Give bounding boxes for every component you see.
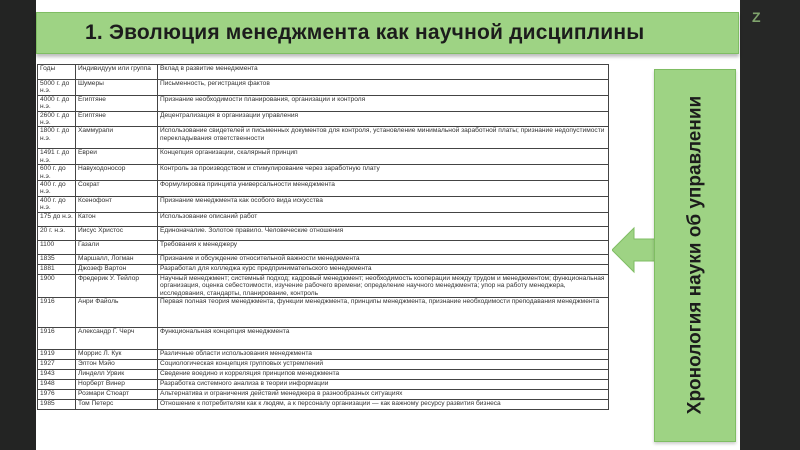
cell-person: Джозеф Вартон xyxy=(76,264,158,274)
cell-year: 1916 xyxy=(38,327,76,349)
cell-person: Навуходоносор xyxy=(76,165,158,181)
cell-contribution: Разработал для колледжа курс предпринимательского менеджмента xyxy=(158,264,609,274)
cell-person: Элтон Мэйо xyxy=(76,359,158,369)
cell-contribution: Социологическая концепция групповых устремлений xyxy=(158,359,609,369)
side-label: Хронология науки об управлении xyxy=(684,95,706,415)
cell-person: Шумеры xyxy=(76,80,158,96)
cell-year: 400 г. до н.э. xyxy=(38,196,76,212)
table-row xyxy=(38,181,609,197)
cell-person: Катон xyxy=(76,212,158,226)
header-individual: Индивидуум или группа xyxy=(76,65,158,80)
cell-year: 1985 xyxy=(38,399,76,409)
cell-year: 4000 г. до н.э. xyxy=(38,95,76,111)
cell-person: Иисус Христос xyxy=(76,226,158,240)
table-row xyxy=(38,196,609,212)
table-row xyxy=(38,274,609,297)
cell-contribution: Альтернатива и ограничения действий менеджера в разнообразных ситуациях xyxy=(158,389,609,399)
cell-year: 400 г. до н.э. xyxy=(38,181,76,197)
cell-year: 1800 г. до н.э. xyxy=(38,127,76,149)
z-logo-icon: Z xyxy=(752,9,761,25)
cell-year: 1976 xyxy=(38,389,76,399)
cell-contribution: Первая полная теория менеджмента, функции менеджмента, принципы менеджмента, признание необходимости преподавания менеджмента xyxy=(158,297,609,327)
cell-person: Египтяне xyxy=(76,111,158,127)
side-label-box xyxy=(654,69,736,442)
table-row xyxy=(38,80,609,96)
table-row xyxy=(38,212,609,226)
table-row xyxy=(38,297,609,327)
cell-person: Египтяне xyxy=(76,95,158,111)
cell-person: Хаммурапи xyxy=(76,127,158,149)
cell-contribution: Признание и обсуждение относительной важности менеджмента xyxy=(158,254,609,264)
chronology-table xyxy=(37,64,609,432)
table-row xyxy=(38,379,609,389)
cell-year: 1927 xyxy=(38,359,76,369)
cell-year: 2600 г. до н.э. xyxy=(38,111,76,127)
cell-contribution: Единоначалие. Золотое правило. Человеческие отношения xyxy=(158,226,609,240)
cell-person: Евреи xyxy=(76,149,158,165)
table-header-row xyxy=(38,65,609,80)
cell-contribution: Использование свидетелей и письменных документов для контроля, установление минимальной заработной платы; признание недопустимости перекладывания ответственности xyxy=(158,127,609,149)
cell-contribution: Научный менеджмент; системный подход; кадровый менеджмент; необходимость кооперации между трудом и менеджментом; функциональная организация, оценка себестоимости, изучение рабочего времени; определение научного менеджмента; упор на работу менеджера, исследования, стандарты, планирование, контроль xyxy=(158,274,609,297)
cell-year: 5000 г. до н.э. xyxy=(38,80,76,96)
table-row xyxy=(38,349,609,359)
table-row xyxy=(38,240,609,254)
cell-person: Александр Г. Черч xyxy=(76,327,158,349)
cell-person: Газали xyxy=(76,240,158,254)
cell-person: Фредерик У. Тейлор xyxy=(76,274,158,297)
cell-year: 600 г. до н.э. xyxy=(38,165,76,181)
table-row xyxy=(38,226,609,240)
cell-contribution: Функциональная концепция менеджмента xyxy=(158,327,609,349)
cell-year: 1948 xyxy=(38,379,76,389)
cell-contribution: Формулировка принципа универсальности менеджмента xyxy=(158,181,609,197)
slide-title: 1. Эволюция менеджмента как научной дисциплины xyxy=(85,21,645,44)
cell-person: Сократ xyxy=(76,181,158,197)
cell-year: 1919 xyxy=(38,349,76,359)
table-row xyxy=(38,327,609,349)
cell-person: Ксенофонт xyxy=(76,196,158,212)
cell-contribution: Сведение воедино и корреляция принципов менеджмента xyxy=(158,369,609,379)
table-row xyxy=(38,389,609,399)
table-row xyxy=(38,359,609,369)
table-row xyxy=(38,264,609,274)
table-row xyxy=(38,399,609,409)
cell-person: Линделл Урвик xyxy=(76,369,158,379)
cell-person: Том Петерс xyxy=(76,399,158,409)
cell-year: 175 до н.э. xyxy=(38,212,76,226)
cell-contribution: Различные области использования менеджмента xyxy=(158,349,609,359)
cell-contribution: Признание необходимости планирования, организации и контроля xyxy=(158,95,609,111)
cell-person: Норберт Винер xyxy=(76,379,158,389)
cell-year: 1100 xyxy=(38,240,76,254)
cell-year: 20 г. н.э. xyxy=(38,226,76,240)
left-arrow-icon xyxy=(612,225,658,275)
cell-contribution: Разработка системного анализа в теории информации xyxy=(158,379,609,389)
table-row xyxy=(38,165,609,181)
cell-contribution: Концепция организации, скалярный принцип xyxy=(158,149,609,165)
cell-contribution: Использование описаний работ xyxy=(158,212,609,226)
right-frame-strip xyxy=(740,0,800,450)
cell-year: 1900 xyxy=(38,274,76,297)
cell-person: Моррис Л. Кук xyxy=(76,349,158,359)
table-row xyxy=(38,254,609,264)
cell-contribution: Отношение к потребителям как к людям, а к персоналу организации — как важному ресурсу развития бизнеса xyxy=(158,399,609,409)
table-row xyxy=(38,95,609,111)
table-row xyxy=(38,149,609,165)
cell-person: Розмари Стюарт xyxy=(76,389,158,399)
header-contribution: Вклад в развитие менеджмента xyxy=(158,65,609,80)
cell-year: 1916 xyxy=(38,297,76,327)
management-table xyxy=(37,64,609,410)
left-frame-strip xyxy=(0,0,36,450)
cell-contribution: Письменность, регистрация фактов xyxy=(158,80,609,96)
cell-year: 1835 xyxy=(38,254,76,264)
cell-person: Маршалл, Логман xyxy=(76,254,158,264)
cell-contribution: Контроль за производством и стимулирование через заработную плату xyxy=(158,165,609,181)
cell-contribution: Признание менеджмента как особого вида искусства xyxy=(158,196,609,212)
header-years: Годы xyxy=(38,65,76,80)
cell-year: 1943 xyxy=(38,369,76,379)
cell-year: 1491 г. до н.э. xyxy=(38,149,76,165)
cell-contribution: Децентрализация в организации управления xyxy=(158,111,609,127)
cell-contribution: Требования к менеджеру xyxy=(158,240,609,254)
table-row xyxy=(38,127,609,149)
cell-person: Анри Файоль xyxy=(76,297,158,327)
cell-year: 1881 xyxy=(38,264,76,274)
table-row xyxy=(38,369,609,379)
table-row xyxy=(38,111,609,127)
title-banner xyxy=(36,12,739,54)
